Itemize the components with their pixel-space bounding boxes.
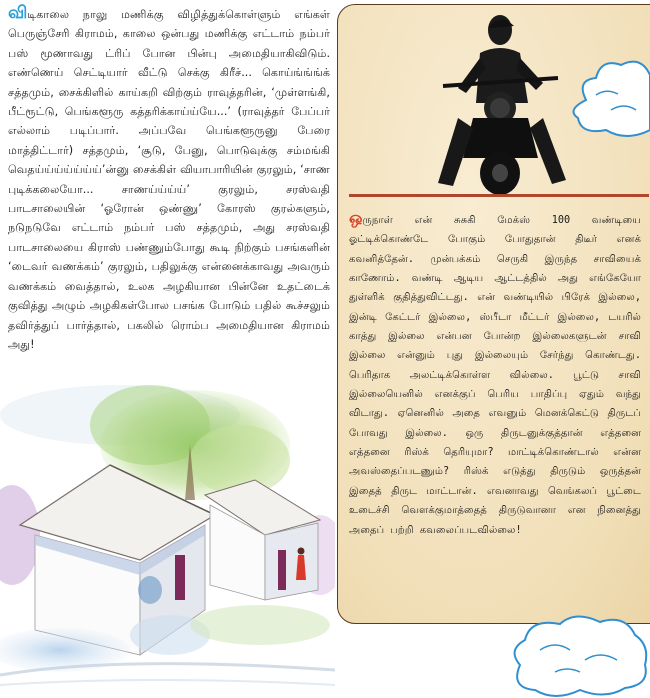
watercolor-village-illustration xyxy=(0,385,335,698)
motorcycle-rider-illustration xyxy=(418,8,588,196)
right-dropcap: ஒ xyxy=(349,208,363,227)
section-divider xyxy=(349,194,649,197)
left-dropcap: வி xyxy=(8,3,28,23)
right-article xyxy=(349,208,641,540)
left-article-body: டிகாலை நாலு மணிக்கு விழித்துக்கொள்ளும் எங்கள் பெருஞ்சேரி கிராமம், காலை ஒன்பது மணிக்கு எட்டாம் நம்பர் பஸ் மூணாவது ட்ரிப் போன பின்பு அமைதியாகிவிடும். எண்ணெய் செட்டியார் வீட்டு செக்கு கிரீச்... கொய்ங்ங்ங்க் சத்தமும், சைக்கிளில் காய்கறி விற்கும் ராவுத்தரின், ‘முள்ளங்கி, பீட்ரூட்டு, பெங்களூரு கத்தரிக்காய்ய்யே...’ (ராவுத்தர் பேப்பர் எல்லாம் படிப்பார். அப்பவே பெங்களூருனு பேரை மாத்திட்டார்) சத்தமும், ‘சூடு, பேனு, பொடுவுக்கு சம்மங்கி வெதய்ய்ய்ய்ய்ய்ய்’ன்னு சைக்கிள் வியாபாரியின் குரலும், ‘சாண புடிக்கலையோ... சாணய்ய்ய்ய்’ குரலும், சரஸ்வதி பாடசாலையின் ‘ஓரோன் ஒண்ணு’ கோரஸ் குரல்களும், நடுநடுவே எட்டாம் நம்பர் பஸ் சத்தமும், அது சரஸ்வதி பாடசாலையை கிராஸ் பண்ணும்போது கூடி நிற்கும் பசங்களின் ‘டைவர் வணக்கம்’ குரலும், பதிலுக்கு என்னைக்காவது அவரும் வணக்கம் வைத்தால், உலக அழகியான பின்னே உதட்டைக் குவித்து அழும் அழகிகள்போல பசங்க போடும் பதில் கூச்சலும் தவிர்த்துப் பார்த்தால், பகலில் ரொம்ப அமைதியான கிராமம் அது! xyxy=(8,8,330,351)
right-article-body: ருநாள் என் சுசுகி மேக்ஸ் 100 வண்டியை ஓட்டிக்கொண்டே போகும் போதுதான் திடீர் எனக் கவனித்தேன். முன்பக்கம் செருகி இருந்த சாவியைக் காணோம். வண்டி ஆடிய ஆட்டத்தில் அது எங்கேயோ துள்ளிக் குதித்துவிட்டது. என் வண்டியில் பிரேக் இல்லை, இன்டி கேட்டர் இல்லை, ஸ்பீடா மீட்டர் இல்லை, டயரில் காத்து இல்லை என்பன போன்ற இல்லைகளுடன் சாவி இல்லை என்னும் புது இல்லையும் சேர்ந்து கொண்டது. பெரிதாக அலட்டிக்கொள்ள வில்லை. பூட்டு சாவி இல்லையெனில் எனக்குப் பெரிய பாதிப்பு ஏதும் வந்து விடாது. ஏனெனில் அதை எவனும் மெனக்கெட்டு திருடப் போவது இல்லை. ஒரு திருடனுக்குத்தான் எத்தனை எத்தனை ரிஸ்க் தெரியுமா? மாட்டிக்கொண்டால் என்ன அவஸ்தைப்படணும்? ரிஸ்க் எடுத்து திருடும் ஒருத்தன் இதைத் திருட மாட்டான். எவனாவது வெங்கலப் பூட்டை உடைச்சி வௌக்குமாத்தைத் திருடுவானா என நினைத்து அதைப் பற்றி கவலைப்படவில்லை! xyxy=(349,215,641,536)
cloud-icon xyxy=(505,610,650,698)
cloud-icon xyxy=(566,50,650,140)
left-article xyxy=(8,4,330,354)
